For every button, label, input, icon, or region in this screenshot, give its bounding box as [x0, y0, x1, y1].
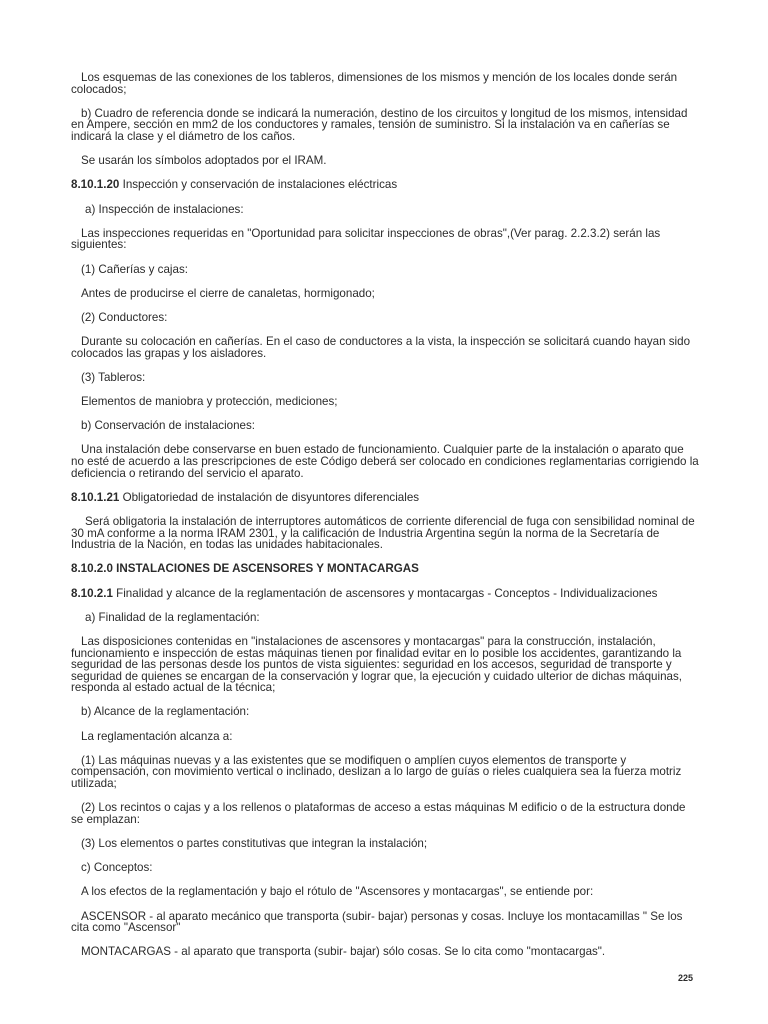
paragraph: Una instalación debe conservarse en buen estado de funcionamiento. Cualquier parte de la instalación o aparato que no esté de acuerdo a las prescripciones de este Código deberá ser colocado en condiciones reglamentarias corrigiendo la deficiencia o retirando del servicio el aparato.	[71, 443, 699, 480]
paragraph: Elementos de maniobra y protección, mediciones;	[81, 395, 338, 409]
section-title: Inspección y conservación de instalaciones eléctricas	[122, 178, 398, 192]
paragraph: c) Conceptos:	[81, 861, 153, 875]
section-number: 8.10.1.20	[71, 178, 120, 192]
paragraph: Antes de producirse el cierre de canaletas, hormigonado;	[81, 286, 375, 300]
paragraph: (2) Los recintos o cajas y a los rellenos o plataformas de acceso a estas máquinas M edificio o de la estructura donde se emplazan:	[71, 801, 686, 826]
paragraph: La reglamentación alcanza a:	[81, 729, 233, 743]
chapter-title: 8.10.2.0 INSTALACIONES DE ASCENSORES Y MONTACARGAS	[71, 562, 419, 576]
paragraph: Se usarán los símbolos adoptados por el IRAM.	[81, 154, 327, 168]
section-heading	[71, 492, 699, 504]
paragraph: (1) Las máquinas nuevas y a las existentes que se modifiquen o amplíen cuyos elementos de transporte y compensación, con movimiento vertical o inclinado, deslizan a lo largo de guías o rieles cualquiera sea la fuerza motriz utilizada;	[71, 753, 682, 791]
section-number: 8.10.2.1	[71, 586, 113, 600]
paragraph: b) Conservación de instalaciones:	[81, 419, 256, 433]
page-number: 225	[678, 973, 694, 983]
paragraph: A los efectos de la reglamentación y bajo el rótulo de "Ascensores y montacargas", se entiende por:	[81, 885, 594, 899]
section-heading	[71, 588, 699, 600]
paragraph: (2) Conductores:	[81, 310, 168, 324]
paragraph: Las disposiciones contenidas en "instalaciones de ascensores y montacargas" para la construcción, instalación, funcionamiento e inspección de estas máquinas tienen por finalidad evitar en lo posible los accidentes, garantizando la seguridad de las personas desde los puntos de vista siguientes: seguridad en los accesos, seguridad de transporte y seguridad de quienes se encargan de la conservación y lograr que, la ejecución y cuidado ulterior de dichas máquinas, responda al estado actual de la técnica;	[71, 634, 682, 695]
paragraph: b) Cuadro de referencia donde se indicará la numeración, destino de los circuitos y longitud de los mismos, intensidad en Ampere, sección en mm2 de los conductores y ramales, tensión de suministro. Si la instalación va en cañerías se indicará la clase y el diámetro de los caños.	[71, 106, 688, 143]
section-title: Obligatoriedad de instalación de disyuntores diferenciales	[122, 490, 420, 504]
paragraph: (3) Tableros:	[81, 370, 146, 384]
paragraph: Los esquemas de las conexiones de los tableros, dimensiones de los mismos y mención de los locales donde serán colocados;	[71, 71, 678, 96]
paragraph: MONTACARGAS - al aparato que transporta (subir- bajar) sólo cosas. Se lo cita como "montacargas".	[81, 945, 606, 959]
paragraph: ASCENSOR - al aparato mecánico que transporta (subir- bajar) personas y cosas. Incluye los montacamillas " Se los cita como "Ascensor"	[71, 909, 683, 935]
paragraph: b) Alcance de la reglamentación:	[81, 705, 250, 719]
section-number: 8.10.1.21	[71, 490, 120, 504]
paragraph: a) Inspección de instalaciones:	[85, 202, 244, 216]
paragraph: (1) Cañerías y cajas:	[81, 262, 188, 276]
paragraph: a) Finalidad de la reglamentación:	[85, 610, 260, 624]
section-heading	[71, 179, 699, 191]
paragraph: (3) Los elementos o partes constitutivas que integran la instalación;	[81, 837, 428, 850]
section-title: Finalidad y alcance de la reglamentación de ascensores y montacargas - Conceptos - Individualizaciones	[116, 586, 658, 600]
document-body	[71, 72, 699, 971]
paragraph: Durante su colocación en cañerías. En el caso de conductores a la vista, la inspección se solicitará cuando hayan sido colocados las grapas y los aisladores.	[71, 335, 691, 360]
paragraph: Será obligatoria la instalación de interruptores automáticos de corriente diferencial de fuga con sensibilidad nominal de 30 mA conforme a la norma IRAM 2301, y la calificación de Industria Argentina según la norma de la Secretaría de Industria de la Nación, en todas las unidades habitacionales.	[71, 514, 695, 552]
paragraph: Las inspecciones requeridas en "Oportunidad para solicitar inspecciones de obras",(Ver parag. 2.2.3.2) serán las siguientes:	[71, 226, 661, 252]
